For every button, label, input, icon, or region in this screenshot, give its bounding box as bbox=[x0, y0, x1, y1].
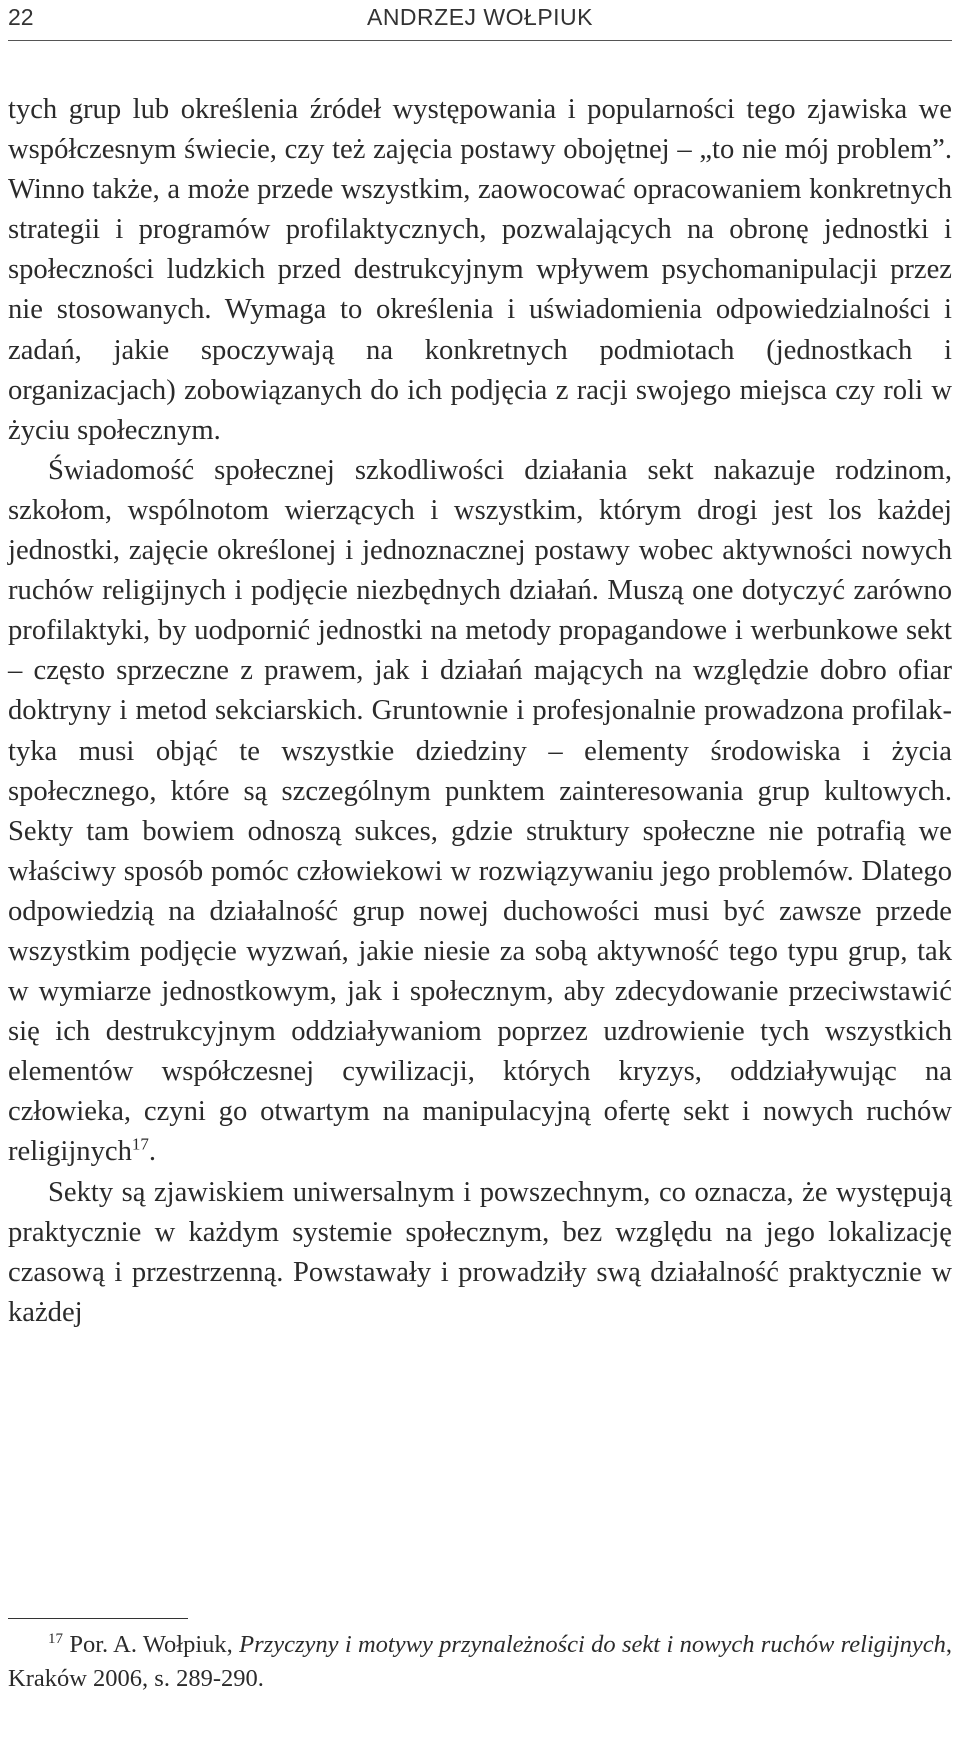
running-head: ANDRZEJ WOŁPIUK bbox=[366, 4, 594, 30]
page-number: 22 bbox=[8, 4, 34, 30]
page-header bbox=[8, 0, 952, 41]
paragraph-text: Świadomość społecznej szkodliwości działania sekt nakazuje rodzinom, szkołom, wspólnotom wierzących i wszystkim, którym drogi jest los każdej jednostki, zajęcie określonej i jednoznacznej postawy wobec aktywności nowych ruchów religijnych i podjęcie niezbędnych działań. Muszą one dotyczyć zarówno profilaktyki, by uodpornić jednostki na metody propagandowe i werbunkowe sekt – często sprzeczne z prawem, jak i działań mających na względzie dobro ofiar doktryny i metod sekciarskich. Gruntownie i profesjonalnie prowadzona profilaktyka musi objąć te wszystkie dziedziny – elementy środowiska i życia społecznego, które są szczególnym punktem zainteresowania grup kultowych. Sekty tam bowiem odnoszą sukces, gdzie struktury społeczne nie potrafią we właściwy sposób pomóc człowiekowi w rozwiązywaniu jego problemów. Dlatego odpowiedzią na działalność grup nowej duchowości musi być zawsze przede wszystkim podjęcie wyzwań, jakie niesie za sobą aktywność tego typu grup, tak w wymiarze jednostkowym, jak i społecznym, aby zdecydowanie przeciwstawić się ich destrukcyjnym oddziaływaniom poprzez uzdrowienie tych wszystkich elementów współczesnej cywilizacji, których kryzys, oddziaływując na człowieka, czyni go otwartym na manipulacyjną ofertę sekt i nowych ruchów religijnych bbox=[8, 454, 952, 1168]
paragraph-end: . bbox=[148, 1136, 157, 1168]
footnote bbox=[8, 1628, 952, 1696]
footnote-suffix: , Kraków 2006, s. 289-290. bbox=[8, 1631, 952, 1692]
body-text bbox=[8, 90, 952, 1333]
footnote-reference: 17 bbox=[131, 1134, 149, 1154]
paragraph bbox=[8, 451, 952, 1173]
footnote-divider bbox=[8, 1618, 188, 1619]
paragraph: Sekty są zjawiskiem uniwersalnym i powszechnym, co oznacza, że występują praktycznie w każdym systemie społecznym, bez względu na jego lokalizację czasową i przestrzenną. Powstawały i prowadziły swą działalność praktycznie w każdej bbox=[8, 1176, 952, 1328]
paragraph: tych grup lub określenia źródeł występowania i popularności tego zjawiska we współczesnym świecie, czy też zajęcia postawy obojętnej – „to nie mój problem”. Winno także, a może przede wszystkim, zaowocować opracowaniem konkretnych strategii i programów profilaktycznych, pozwalających na obronę jednostki i społeczności ludzkich przed destrukcyjnym wpływem psychomanipulacji przez nie stosowanych. Wymaga to określenia i uświadomienia odpowiedzialności i zadań, jakie spoczywają na konkretnych podmiotach (jednostkach i organizacjach) zobowiązanych do ich podjęcia z racji swojego miejsca czy roli w życiu społecznym. bbox=[8, 94, 952, 446]
footnote-prefix: Por. A. Wołpiuk, bbox=[63, 1631, 240, 1658]
footnote-number: 17 bbox=[48, 1630, 63, 1647]
footnote-title: Przyczyny i motywy przynależności do sekt i nowych ruchów religijnych bbox=[239, 1631, 946, 1658]
